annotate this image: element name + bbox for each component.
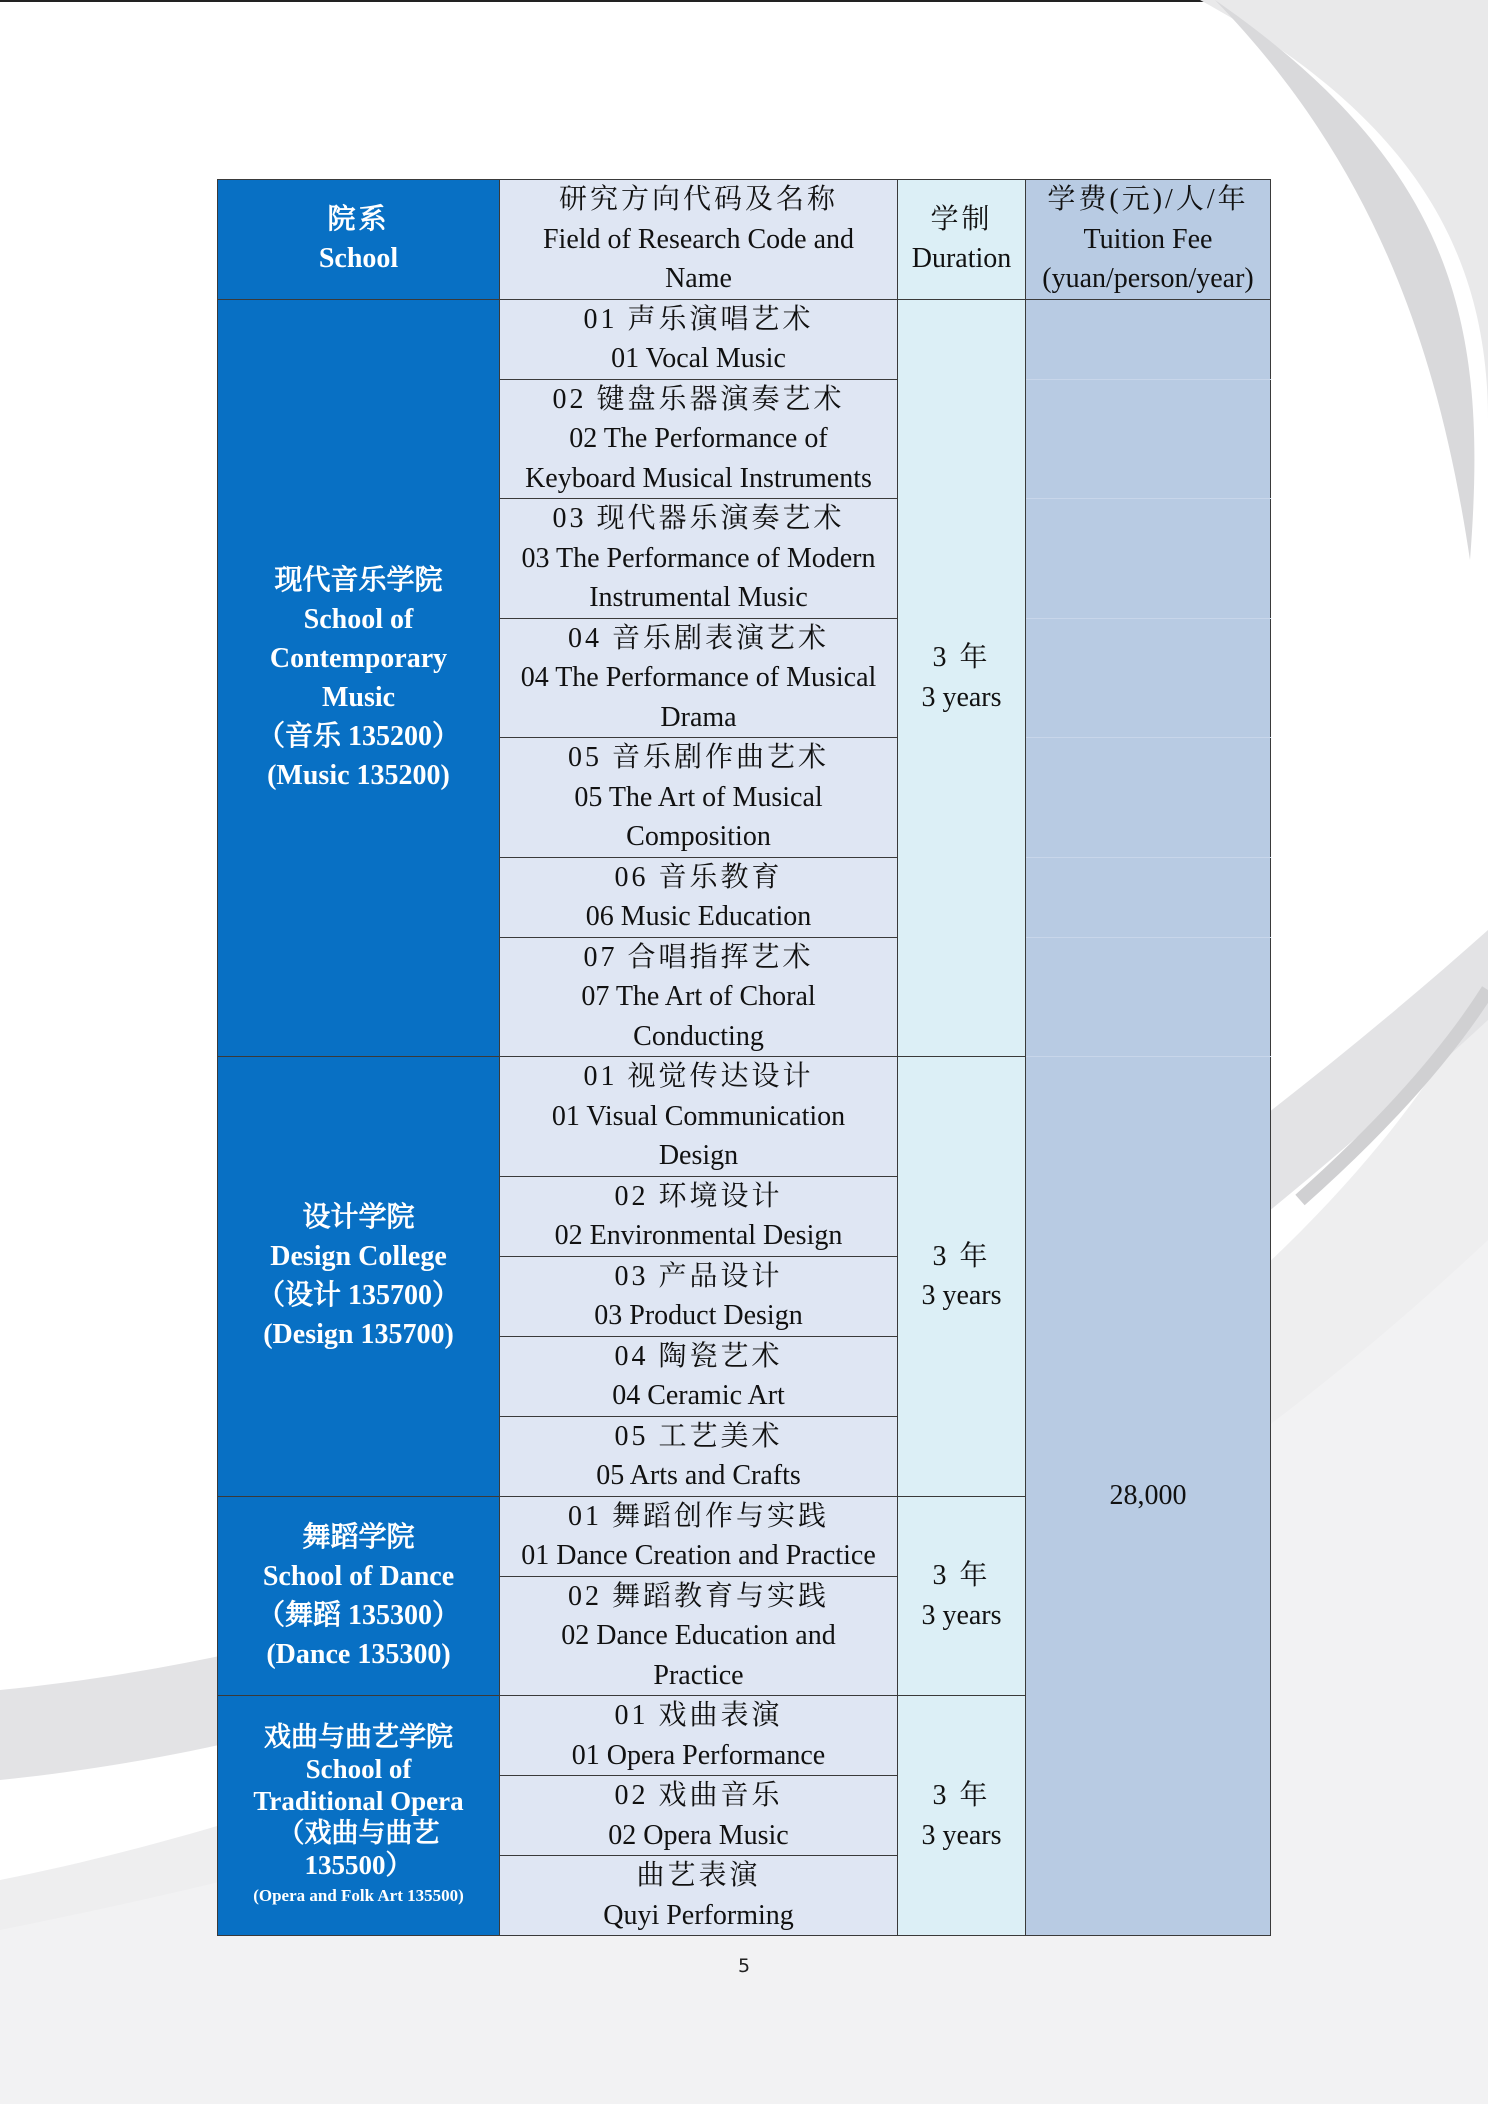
school-name-line: (Music 135200) <box>267 759 450 791</box>
duration-cell <box>898 1057 1026 1497</box>
field-name-en: 01 Visual Communication <box>551 1100 846 1132</box>
field-of-research-cell <box>500 1057 898 1177</box>
tuition-fee-empty-cell <box>1026 738 1271 858</box>
field-name-zh: 02 戏曲音乐 <box>614 1780 783 1811</box>
duration-zh: 3 年 <box>932 1560 991 1592</box>
header-fee-zh: 学费(元)/人/年 <box>1047 184 1249 215</box>
duration-cell <box>898 1696 1026 1936</box>
school-name-line: (Design 135700) <box>263 1319 454 1351</box>
field-name-en: 02 Dance Education and <box>561 1620 836 1651</box>
field-of-research-cell <box>500 499 898 619</box>
tuition-fee-empty-cell <box>1026 499 1271 619</box>
field-name-zh: 07 合唱指挥艺术 <box>583 941 814 973</box>
field-name-en: 01 Dance Creation and Practice <box>521 1540 876 1571</box>
field-of-research-cell <box>500 1256 898 1336</box>
school-name-line: Music <box>321 681 396 713</box>
header-fee-en-2: (yuan/person/year) <box>1042 263 1254 294</box>
table-header-row <box>218 180 1271 300</box>
tuition-fee-empty-cell <box>1026 618 1271 738</box>
field-name-en: 05 Arts and Crafts <box>596 1460 801 1491</box>
school-name-line: 设计学院 <box>302 1202 415 1234</box>
header-school-cell <box>218 180 500 300</box>
header-field-en-2: Name <box>665 263 732 294</box>
table-row <box>218 1057 1271 1177</box>
field-name-en: 02 Environmental Design <box>554 1220 843 1251</box>
duration-cell <box>898 1496 1026 1696</box>
field-name-zh: 03 产品设计 <box>614 1260 783 1292</box>
duration-en: 3 years <box>921 1280 1002 1312</box>
tuition-fee-empty-cell <box>1026 379 1271 499</box>
field-name-zh: 01 视觉传达设计 <box>583 1061 814 1092</box>
school-name-line: School of Dance <box>262 1560 455 1592</box>
field-of-research-cell <box>500 379 898 499</box>
duration-zh: 3 年 <box>932 1240 991 1272</box>
school-cell <box>218 1496 500 1696</box>
field-name-en: 02 Opera Music <box>608 1819 789 1851</box>
field-name-zh: 02 键盘乐器演奏艺术 <box>552 383 845 415</box>
field-name-zh: 01 舞蹈创作与实践 <box>567 1500 829 1532</box>
field-of-research-cell <box>500 937 898 1057</box>
field-name-zh: 04 陶瓷艺术 <box>614 1340 783 1372</box>
table-row <box>218 299 1271 379</box>
field-name-en: 03 Product Design <box>594 1300 803 1331</box>
field-name-en: 01 Vocal Music <box>611 343 786 374</box>
school-name-line: （舞蹈 135300） <box>256 1599 460 1631</box>
field-of-research-cell <box>500 1776 898 1856</box>
duration-zh: 3 年 <box>932 1780 991 1811</box>
field-name-en: Composition <box>626 821 771 852</box>
header-duration-en: Duration <box>911 243 1012 275</box>
field-of-research-cell <box>500 1336 898 1416</box>
field-of-research-cell <box>500 1576 898 1696</box>
school-name-line: 舞蹈学院 <box>302 1521 415 1553</box>
field-name-en: Keyboard Musical Instruments <box>525 462 872 494</box>
field-name-zh: 05 工艺美术 <box>614 1420 783 1452</box>
field-name-en: 02 The Performance of <box>569 423 828 454</box>
school-name-line: （音乐 135200） <box>256 720 460 752</box>
tuition-fee-empty-cell <box>1026 857 1271 937</box>
field-name-zh: 03 现代器乐演奏艺术 <box>552 503 845 534</box>
school-name-line: （戏曲与曲艺 <box>277 1817 440 1848</box>
field-name-en: 06 Music Education <box>585 901 812 932</box>
field-name-zh: 02 环境设计 <box>614 1180 783 1212</box>
field-name-zh: 04 音乐剧表演艺术 <box>567 622 829 654</box>
field-name-en: 07 The Art of Choral <box>581 981 816 1012</box>
field-name-zh: 05 音乐剧作曲艺术 <box>567 742 829 773</box>
field-name-en: 05 The Art of Musical <box>574 781 823 813</box>
field-of-research-cell <box>500 299 898 379</box>
field-of-research-cell <box>500 1856 898 1936</box>
school-name-line: Design College <box>270 1241 447 1273</box>
field-name-en: Practice <box>653 1659 744 1691</box>
field-of-research-cell <box>500 1696 898 1776</box>
field-name-zh: 02 舞蹈教育与实践 <box>567 1580 829 1612</box>
header-school-zh: 院系 <box>327 204 390 236</box>
field-of-research-cell <box>500 738 898 858</box>
header-field-cell <box>500 180 898 300</box>
duration-cell <box>898 299 1026 1057</box>
duration-zh: 3 年 <box>932 642 991 674</box>
school-name-line: School of <box>305 1753 412 1784</box>
field-of-research-cell <box>500 1416 898 1496</box>
header-field-zh: 研究方向代码及名称 <box>558 184 838 215</box>
duration-en: 3 years <box>921 1819 1002 1851</box>
program-table <box>217 179 1271 1936</box>
school-name-line: (Dance 135300) <box>266 1638 451 1670</box>
header-duration-zh: 学制 <box>930 203 993 235</box>
field-name-zh: 01 声乐演唱艺术 <box>583 303 814 335</box>
duration-en: 3 years <box>921 681 1002 713</box>
school-cell <box>218 1696 500 1936</box>
header-fee-en-1: Tuition Fee <box>1083 223 1213 255</box>
header-duration-cell <box>898 180 1026 300</box>
field-name-en: 01 Opera Performance <box>571 1739 826 1771</box>
school-name-line: School of <box>303 603 414 635</box>
field-of-research-cell <box>500 857 898 937</box>
school-cell <box>218 299 500 1057</box>
field-name-en: 03 The Performance of Modern <box>521 542 876 574</box>
field-name-en: 04 Ceramic Art <box>612 1380 785 1411</box>
field-of-research-cell <box>500 1176 898 1256</box>
field-of-research-cell <box>500 618 898 738</box>
school-name-small: (Opera and Folk Art 135500) <box>253 1885 464 1905</box>
school-name-line: 135500） <box>304 1849 413 1880</box>
tuition-fee-empty-cell <box>1026 937 1271 1057</box>
school-name-line: （设计 135700） <box>256 1280 460 1312</box>
field-name-en: Instrumental Music <box>589 582 808 613</box>
header-school-en: School <box>318 243 399 275</box>
field-of-research-cell <box>500 1496 898 1576</box>
school-cell <box>218 1057 500 1497</box>
tuition-fee-cell: 28,000 <box>1026 1057 1271 1936</box>
school-name-line: 现代音乐学院 <box>274 564 443 596</box>
school-name-line: Traditional Opera <box>253 1785 464 1816</box>
field-name-en: 04 The Performance of Musical <box>520 662 877 693</box>
duration-en: 3 years <box>921 1599 1002 1631</box>
field-name-en: Quyi Performing <box>603 1899 794 1931</box>
school-name-line: Contemporary <box>269 642 448 674</box>
field-name-zh: 曲艺表演 <box>636 1860 761 1891</box>
field-name-zh: 06 音乐教育 <box>614 861 783 893</box>
header-field-en-1: Field of Research Code and <box>542 223 855 255</box>
field-name-en: Conducting <box>633 1020 764 1052</box>
tuition-fee-empty-cell <box>1026 299 1271 379</box>
field-name-zh: 01 戏曲表演 <box>614 1700 783 1731</box>
field-name-en: Drama <box>660 701 737 733</box>
header-fee-cell <box>1026 180 1271 300</box>
field-name-en: Design <box>658 1140 739 1171</box>
school-name-line: 戏曲与曲艺学院 <box>264 1721 453 1752</box>
page-number: 5 <box>737 1955 751 1977</box>
